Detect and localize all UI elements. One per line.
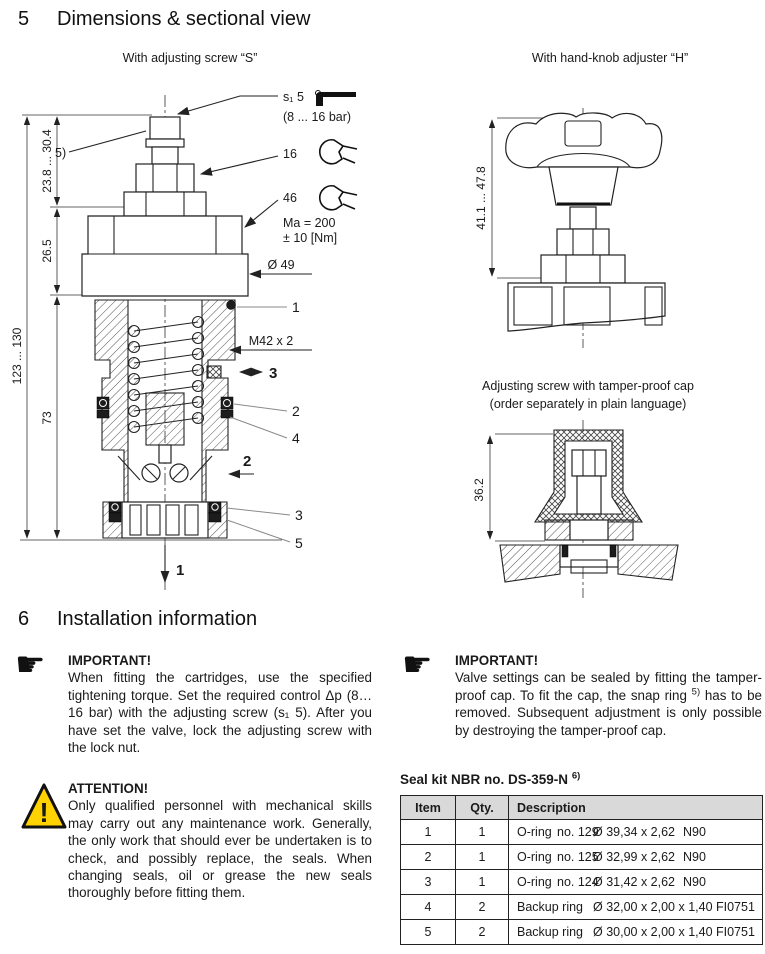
important-note-right <box>455 652 762 739</box>
item-3-callout: 3 <box>295 507 303 523</box>
poppet <box>146 393 184 445</box>
dim-knob-height: 41.1 ... 47.8 <box>474 166 488 230</box>
table-row <box>401 920 763 945</box>
cell-item: 4 <box>401 895 456 920</box>
backup-ring-4-left <box>97 410 109 418</box>
cell-description: O-ring no. 124 Ø 31,42 x 2,62 N90 <box>509 870 763 895</box>
dim-lower: 73 <box>40 411 54 425</box>
vent-seal <box>207 366 221 378</box>
port-2-label: 2 <box>243 453 252 470</box>
warning-triangle-icon <box>21 782 67 830</box>
figure-hand-knob <box>474 108 665 348</box>
thread-label: M42 x 2 <box>248 334 294 348</box>
footnote-5-ref: 5) <box>691 686 701 698</box>
wrench-16-label: 16 <box>283 147 297 161</box>
dim-upper: 23.8 ... 30.4 <box>40 129 54 193</box>
cell-qty: 2 <box>456 920 509 945</box>
caption-screw-version: With adjusting screw “S” <box>122 51 258 65</box>
o-ring-2-right <box>221 397 233 409</box>
lock-nut-16 <box>136 164 194 192</box>
cell-item: 5 <box>401 920 456 945</box>
important-right-body-pre: Valve settings can be sealed by fitting the tamper-proof cap. To fit the cap, the snap ring <box>455 670 762 703</box>
screw-stem <box>152 147 178 164</box>
cartridge-nose <box>122 502 208 538</box>
wrench-46-icon <box>320 186 357 210</box>
caption-tamper-cap-1: Adjusting screw with tamper-proof cap <box>482 379 694 393</box>
snap-ring-seal <box>227 301 236 310</box>
pressure-range-label: (8 ... 16 bar) <box>283 110 352 124</box>
cell-description: Backup ring Ø 30,00 x 2,00 x 1,40 FI0751 <box>509 920 763 945</box>
cell-item: 3 <box>401 870 456 895</box>
seal-kit-section <box>400 772 763 945</box>
capped-screw-head <box>572 450 606 476</box>
dim-hex: 26.5 <box>40 239 54 263</box>
attention-note <box>68 780 372 902</box>
col-header-qty: Qty. <box>456 796 509 820</box>
knob-neck <box>549 167 618 205</box>
dim-total: 123 ... 130 <box>10 327 24 385</box>
knob-hex-nut <box>541 255 625 283</box>
cell-qty: 2 <box>456 895 509 920</box>
caption-tamper-cap-2: (order separately in plain language) <box>489 397 687 411</box>
footnote-6-ref: 6) <box>571 770 581 782</box>
important-right-body-post: has to be removed. Subsequent adjustment is only possible by destroying the tamper-proof cap. <box>455 687 762 738</box>
figure-tamper-cap <box>472 379 694 598</box>
section-5-title: Dimensions & sectional view <box>57 8 311 30</box>
lock-ring <box>146 139 184 147</box>
cell-qty: 1 <box>456 845 509 870</box>
table-row <box>401 820 763 845</box>
figure-adjusting-screw <box>10 90 357 592</box>
caption-knob-version: With hand-knob adjuster “H” <box>531 51 689 65</box>
cell-qty: 1 <box>456 820 509 845</box>
dim-cap-height: 36.2 <box>472 478 486 502</box>
warning-exclamation: ! <box>39 797 49 828</box>
mount-block-left <box>500 545 560 582</box>
valve-body-top <box>508 283 665 331</box>
section-5-number: 5 <box>18 8 30 30</box>
section-6-number: 6 <box>18 608 30 630</box>
col-header-description: Description <box>509 796 763 820</box>
table-row <box>401 895 763 920</box>
item-1-callout: 1 <box>292 299 300 315</box>
torque-label-2: ± 10 [Nm] <box>283 231 338 245</box>
section-6-title: Installation information <box>57 608 258 630</box>
port-3-label: 3 <box>269 365 278 382</box>
pointing-hand-icon: ☛ <box>15 646 46 684</box>
cell-description: O-ring no. 125 Ø 32,99 x 2,62 N90 <box>509 845 763 870</box>
valve-hex-body <box>82 216 248 296</box>
col-header-item: Item <box>401 796 456 820</box>
section-6-heading <box>0 608 765 631</box>
table-row <box>401 845 763 870</box>
mount-block-right <box>618 545 678 580</box>
seal-kit-table <box>400 795 763 945</box>
adjusting-screw-head <box>150 117 180 139</box>
backup-ring-5-right <box>209 513 221 522</box>
cell-description: O-ring no. 129 Ø 39,34 x 2,62 N90 <box>509 820 763 845</box>
port-1-label: 1 <box>176 562 185 579</box>
table-row <box>401 870 763 895</box>
wrench-46-label: 46 <box>283 191 297 205</box>
wrench-16-icon <box>320 140 357 164</box>
seal-kit-title: Seal kit NBR no. DS-359-N $^{6)}$ <box>400 770 581 787</box>
important-right-title: IMPORTANT! <box>455 653 539 668</box>
important-left-body: When fitting the cartridges, use the specified tightening torque. Set the required control Δp (8…16 bar) with the adjusting screw (s₁ 5). After you have set the valve, lock the adjusting screw with the lock nut. <box>68 670 372 756</box>
footnote-5-marker: 5) <box>55 146 67 160</box>
allen-key-icon <box>316 91 357 107</box>
cell-item: 2 <box>401 845 456 870</box>
cell-item: 1 <box>401 820 456 845</box>
cell-qty: 1 <box>456 870 509 895</box>
item-5-callout: 5 <box>295 535 303 551</box>
important-left-title: IMPORTANT! <box>68 653 152 668</box>
diameter-label: Ø 49 <box>267 258 295 272</box>
pointing-hand-icon-right: ☛ <box>402 646 433 684</box>
attention-body: Only qualified personnel with mechanical skills may carry out any maintenance work. Generally, the only work that should ever be undertaken is to check, and possibly replace, the seals. When changing seals, oil or grease the new seals thoroughly before fitting them. <box>68 798 372 901</box>
important-note-left <box>68 652 372 756</box>
knob-lock-nut <box>557 229 609 255</box>
o-ring-2-left <box>97 397 109 409</box>
allen-size-label: s₁ 5 <box>283 90 304 104</box>
nut-46 <box>124 192 206 216</box>
cell-description: Backup ring Ø 32,00 x 2,00 x 1,40 FI0751 <box>509 895 763 920</box>
attention-title: ATTENTION! <box>68 781 149 796</box>
torque-label-1: Ma = 200 <box>283 216 336 230</box>
item-4-callout: 4 <box>292 430 300 446</box>
backup-ring-4-right <box>221 410 233 418</box>
table-header-row <box>401 796 763 820</box>
backup-ring-5-left <box>109 513 121 522</box>
item-2-callout: 2 <box>292 403 300 419</box>
